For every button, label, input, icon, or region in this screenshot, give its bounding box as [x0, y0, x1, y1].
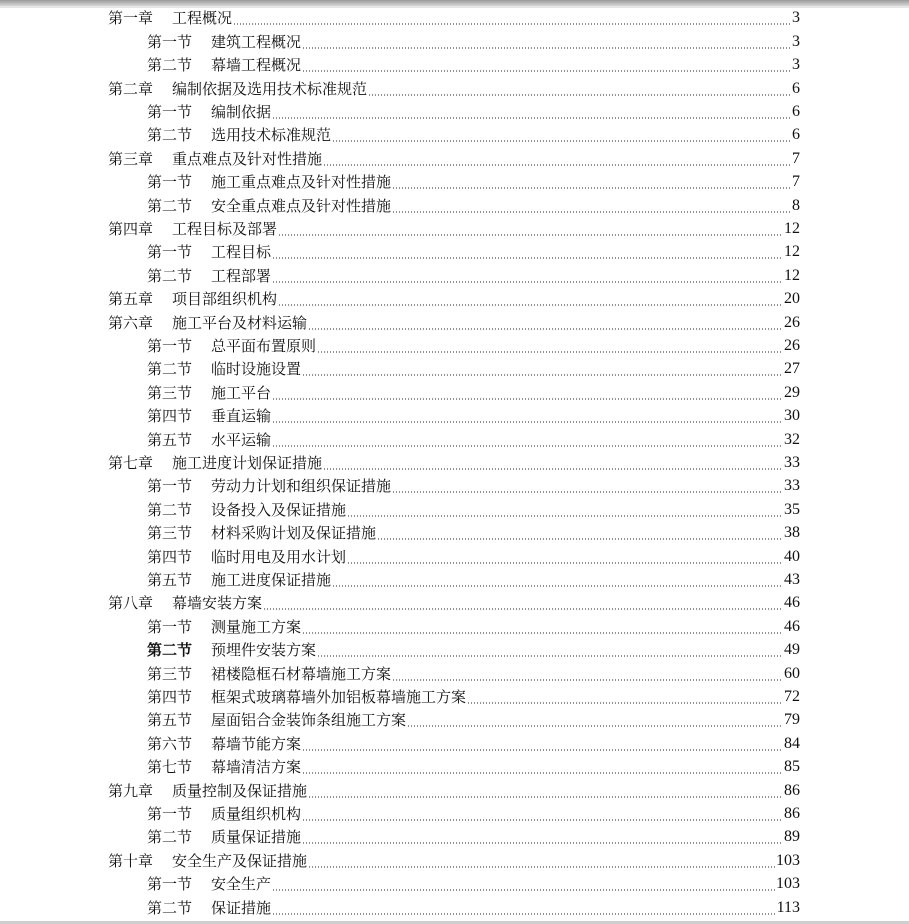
toc-section-entry[interactable]: [147, 262, 800, 285]
toc-section-entry[interactable]: [147, 169, 800, 192]
toc-section-entry[interactable]: [147, 52, 800, 75]
toc-section-entry[interactable]: [147, 192, 800, 215]
toc-section-entry[interactable]: [147, 99, 800, 122]
toc-section-entry[interactable]: [147, 824, 800, 847]
toc-page-number: 89: [784, 828, 800, 846]
toc-dot-leader: [233, 23, 791, 25]
toc-entry-number: 第二节: [147, 56, 193, 75]
toc-page-number: 3: [792, 32, 800, 50]
toc-page-number: 6: [792, 102, 800, 120]
toc-chapter-entry[interactable]: [108, 590, 800, 613]
toc-page-number: 3: [792, 56, 800, 74]
toc-entry-number: 第一节: [147, 243, 193, 262]
toc-page-number: 12: [784, 243, 800, 261]
toc-entry-title: 幕墙节能方案: [211, 734, 302, 753]
toc-dot-leader: [308, 328, 783, 330]
toc-entry-number: 第九章: [108, 781, 154, 800]
toc-chapter-entry[interactable]: [108, 309, 800, 332]
toc-section-entry[interactable]: [147, 871, 800, 894]
toc-dot-leader: [323, 164, 791, 166]
toc-entry-title: 施工重点难点及针对性措施: [211, 173, 392, 192]
toc-page-number: 6: [792, 79, 800, 97]
toc-entry-number: 第二节: [147, 266, 193, 285]
toc-section-entry[interactable]: [147, 637, 800, 660]
toc-chapter-entry[interactable]: [108, 5, 800, 28]
toc-dot-leader: [347, 562, 783, 564]
toc-page-number: 3: [792, 9, 800, 27]
toc-page-number: 40: [784, 547, 800, 565]
toc-dot-leader: [317, 351, 783, 353]
toc-section-entry[interactable]: [147, 613, 800, 636]
toc-entry-title: 预埋件安装方案: [211, 641, 317, 660]
toc-entry-title: 水平运输: [211, 430, 272, 449]
toc-entry-number: 第一节: [147, 875, 193, 894]
toc-page-number: 84: [784, 734, 800, 752]
toc-dot-leader: [392, 679, 783, 681]
toc-section-entry[interactable]: [147, 356, 800, 379]
toc-section-entry[interactable]: [147, 403, 800, 426]
toc-chapter-entry[interactable]: [108, 450, 800, 473]
toc-entry-number: 第五节: [147, 570, 193, 589]
toc-entry-number: 第一节: [147, 32, 193, 51]
toc-chapter-entry[interactable]: [108, 75, 800, 98]
toc-dot-leader: [368, 94, 791, 96]
toc-entry-title: 选用技术标准规范: [211, 126, 332, 145]
toc-dot-leader: [392, 211, 791, 213]
toc-page-number: 43: [784, 570, 800, 588]
toc-section-entry[interactable]: [147, 801, 800, 824]
toc-entry-title: 工程目标: [211, 243, 272, 262]
toc-page-number: 26: [784, 336, 800, 354]
toc-section-entry[interactable]: [147, 122, 800, 145]
toc-entry-title: 建筑工程概况: [211, 32, 302, 51]
toc-dot-leader: [272, 257, 783, 259]
toc-dot-leader: [272, 421, 783, 423]
toc-dot-leader: [302, 70, 791, 72]
toc-entry-title: 测量施工方案: [211, 617, 302, 636]
toc-dot-leader: [323, 468, 783, 470]
toc-entry-number: 第一节: [147, 336, 193, 355]
toc-entry-number: 第三节: [147, 664, 193, 683]
toc-section-entry[interactable]: [147, 426, 800, 449]
toc-dot-leader: [332, 140, 791, 142]
toc-entry-number: 第二节: [147, 500, 193, 519]
toc-entry-number: 第二章: [108, 79, 154, 98]
toc-entry-title: 框架式玻璃幕墙外加铝板幕墙施工方案: [211, 687, 467, 706]
toc-section-entry[interactable]: [147, 660, 800, 683]
toc-dot-leader: [302, 749, 783, 751]
toc-dot-leader: [263, 608, 783, 610]
toc-entry-number: 第二节: [147, 360, 193, 379]
toc-section-entry[interactable]: [147, 28, 800, 51]
toc-entry-number: 第四节: [147, 687, 193, 706]
toc-entry-number: 第十章: [108, 851, 154, 870]
toc-entry-title: 安全重点难点及针对性措施: [211, 196, 392, 215]
toc-entry-title: 工程目标及部署: [172, 219, 278, 238]
toc-entry-title: 施工平台及材料运输: [172, 313, 308, 332]
toc-entry-number: 第三节: [147, 383, 193, 402]
toc-entry-number: 第五节: [147, 430, 193, 449]
toc-page-number: 60: [784, 664, 800, 682]
toc-entry-title: 临时设施设置: [211, 360, 302, 379]
toc-entry-number: 第一节: [147, 477, 193, 496]
toc-entry-number: 第一节: [147, 102, 193, 121]
toc-entry-number: 第七节: [147, 758, 193, 777]
toc-section-entry[interactable]: [147, 730, 800, 753]
toc-page-number: 7: [792, 173, 800, 191]
toc-entry-number: 第二节: [147, 898, 193, 917]
toc-entry-title: 质量组织机构: [211, 804, 302, 823]
toc-entry-number: 第五节: [147, 711, 193, 730]
toc-entry-number: 第三节: [147, 524, 193, 543]
toc-dot-leader: [302, 632, 783, 634]
toc-dot-leader: [332, 585, 783, 587]
toc-dot-leader: [302, 47, 791, 49]
toc-section-entry[interactable]: [147, 894, 800, 917]
toc-dot-leader: [278, 234, 783, 236]
toc-page-number: 32: [784, 430, 800, 448]
toc-section-entry[interactable]: [147, 520, 800, 543]
toc-entry-title: 工程部署: [211, 266, 272, 285]
toc-page-number: 35: [784, 500, 800, 518]
toc-dot-leader: [302, 374, 783, 376]
toc-entry-number: 第八章: [108, 594, 154, 613]
toc-page-number: 27: [784, 360, 800, 378]
toc-dot-leader: [272, 117, 791, 119]
toc-dot-leader: [407, 725, 783, 727]
toc-entry-title: 总平面布置原则: [211, 336, 317, 355]
toc-entry-title: 幕墙安装方案: [172, 594, 263, 613]
toc-section-entry[interactable]: [147, 333, 800, 356]
toc-chapter-entry[interactable]: [108, 847, 800, 870]
toc-entry-title: 设备投入及保证措施: [211, 500, 347, 519]
toc-entry-title: 幕墙工程概况: [211, 56, 302, 75]
toc-entry-number: 第二节: [147, 828, 193, 847]
toc-entry-number: 第二节: [147, 196, 193, 215]
toc-page-number: 6: [792, 126, 800, 144]
toc-chapter-entry[interactable]: [108, 145, 800, 168]
toc-page-number: 38: [784, 524, 800, 542]
toc-entry-title: 质量保证措施: [211, 828, 302, 847]
toc-entry-title: 施工平台: [211, 383, 272, 402]
toc-section-entry[interactable]: [147, 543, 800, 566]
toc-page-number: 26: [784, 313, 800, 331]
toc-page-number: 49: [784, 641, 800, 659]
toc-section-entry[interactable]: [147, 754, 800, 777]
toc-entry-title: 安全生产: [211, 875, 272, 894]
toc-entry-title: 劳动力计划和组织保证措施: [211, 477, 392, 496]
toc-dot-leader: [317, 655, 783, 657]
toc-entry-title: 保证措施: [211, 898, 272, 917]
toc-entry-title: 垂直运输: [211, 407, 272, 426]
toc-section-entry[interactable]: [147, 239, 800, 262]
toc-entry-number: 第一节: [147, 617, 193, 636]
toc-page-number: 72: [784, 687, 800, 705]
toc-entry-title: 施工进度保证措施: [211, 570, 332, 589]
toc-entry-title: 重点难点及针对性措施: [172, 149, 323, 168]
toc-entry-number: 第六节: [147, 734, 193, 753]
toc-entry-number: 第七章: [108, 453, 154, 472]
toc-page-number: 12: [784, 266, 800, 284]
toc-page-number: 86: [784, 781, 800, 799]
toc-dot-leader: [377, 538, 783, 540]
toc-page-number: 7: [792, 149, 800, 167]
toc-chapter-entry[interactable]: [108, 777, 800, 800]
toc-entry-number: 第六章: [108, 313, 154, 332]
toc-entry-title: 编制依据: [211, 102, 272, 121]
toc-entry-number: 第一节: [147, 173, 193, 192]
toc-entry-title: 质量控制及保证措施: [172, 781, 308, 800]
toc-dot-leader: [272, 398, 783, 400]
toc-page-number: 85: [784, 758, 800, 776]
toc-entry-title: 安全生产及保证措施: [172, 851, 308, 870]
toc-entry-number: 第一章: [108, 9, 154, 28]
toc-entry-title: 幕墙清洁方案: [211, 758, 302, 777]
toc-dot-leader: [302, 819, 783, 821]
toc-dot-leader: [272, 281, 783, 283]
toc-entry-number: 第二节: [147, 641, 193, 660]
toc-entry-title: 工程概况: [172, 9, 233, 28]
toc-entry-title: 施工进度计划保证措施: [172, 453, 323, 472]
toc-chapter-entry[interactable]: [108, 216, 800, 239]
toc-dot-leader: [467, 702, 783, 704]
toc-page-number: 33: [784, 453, 800, 471]
toc-page-number: 86: [784, 804, 800, 822]
toc-section-entry[interactable]: [147, 567, 800, 590]
toc-entry-number: 第四节: [147, 407, 193, 426]
toc-chapter-entry[interactable]: [108, 286, 800, 309]
toc-page-number: 30: [784, 407, 800, 425]
toc-page-number: 20: [784, 290, 800, 308]
toc-page-number: 29: [784, 383, 800, 401]
toc-dot-leader: [392, 491, 783, 493]
toc-entry-number: 第四章: [108, 219, 154, 238]
toc-entry-number: 第五章: [108, 290, 154, 309]
toc-section-entry[interactable]: [147, 379, 800, 402]
toc-page-number: 79: [784, 711, 800, 729]
toc-section-entry[interactable]: [147, 707, 800, 730]
toc-dot-leader: [347, 515, 783, 517]
toc-section-entry[interactable]: [147, 684, 800, 707]
toc-entry-number: 第三章: [108, 149, 154, 168]
toc-page-number: 33: [784, 477, 800, 495]
toc-dot-leader: [272, 889, 775, 891]
toc-dot-leader: [392, 187, 791, 189]
toc-dot-leader: [278, 304, 783, 306]
toc-entry-title: 屋面铝合金装饰条组施工方案: [211, 711, 407, 730]
toc-section-entry[interactable]: [147, 473, 800, 496]
toc-dot-leader: [302, 842, 783, 844]
toc-dot-leader: [272, 445, 783, 447]
toc-entry-number: 第一节: [147, 804, 193, 823]
toc-entry-title: 编制依据及选用技术标准规范: [172, 79, 368, 98]
toc-page-number: 46: [784, 594, 800, 612]
toc-page-number: 103: [776, 851, 800, 869]
toc-section-entry[interactable]: [147, 496, 800, 519]
toc-page-number: 103: [776, 875, 800, 893]
toc-entry-number: 第二节: [147, 126, 193, 145]
toc-dot-leader: [272, 913, 776, 915]
toc-page-number: 8: [792, 196, 800, 214]
toc-dot-leader: [308, 866, 775, 868]
toc-entry-title: 临时用电及用水计划: [211, 547, 347, 566]
toc-entry-title: 裙楼隐框石材幕墙施工方案: [211, 664, 392, 683]
toc-entry-number: 第四节: [147, 547, 193, 566]
toc-entry-title: 材料采购计划及保证措施: [211, 524, 377, 543]
toc-page-number: 12: [784, 219, 800, 237]
toc-page-number: 113: [776, 898, 800, 916]
toc-dot-leader: [302, 772, 783, 774]
toc-page-number: 46: [784, 617, 800, 635]
toc-dot-leader: [308, 796, 783, 798]
toc-entry-title: 项目部组织机构: [172, 290, 278, 309]
